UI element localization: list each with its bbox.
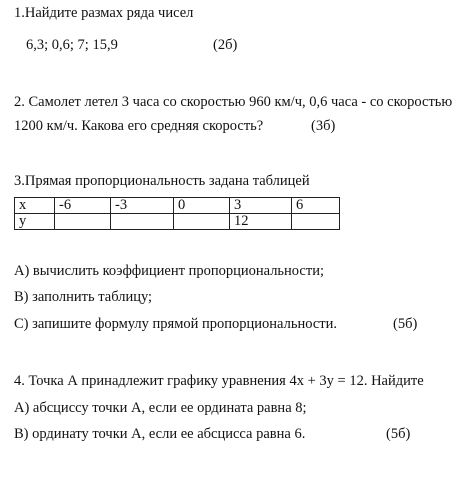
table-cell [292,214,340,230]
table-cell: -3 [111,198,174,214]
q3-task-c: С) запишите формулу прямой пропорциональности. [14,316,337,332]
q1-points: (2б) [213,37,238,53]
q3-title: 3.Прямая пропорциональность задана таблицей [14,173,310,189]
table-cell: 0 [174,198,230,214]
q2-line-1: 2. Самолет летел 3 часа со скоростью 960 км/ч, 0,6 часа - со скоростью [14,94,453,110]
proportionality-table [14,197,340,230]
q4-task-a: А) абсциссу точки А, если ее ордината равна 8; [14,400,307,416]
q4-points: (5б) [386,426,411,442]
q3-task-b: В) заполнить таблицу; [14,289,153,305]
table-cell: -6 [55,198,111,214]
table-cell [55,214,111,230]
table-cell: 3 [230,198,292,214]
q2-line-2: 1200 км/ч. Какова его средняя скорость? [14,118,264,134]
table-cell: y [15,214,55,230]
q4-task-b: В) ординату точки А, если ее абсцисса равна 6. [14,426,306,442]
q4-title: 4. Точка А принадлежит графику уравнения 4х + 3у = 12. Найдите [14,373,424,389]
q2-points: (3б) [311,118,336,134]
table-cell: 12 [230,214,292,230]
table-row-x [15,198,340,214]
q3-task-a: А) вычислить коэффициент пропорциональности; [14,263,324,279]
table-cell [174,214,230,230]
q1-numbers: 6,3; 0,6; 7; 15,9 [26,37,118,53]
table-cell: x [15,198,55,214]
table-cell: 6 [292,198,340,214]
table-row-y [15,214,340,230]
q1-title: 1.Найдите размах ряда чисел [14,5,194,21]
table-cell [111,214,174,230]
q3-points: (5б) [393,316,418,332]
